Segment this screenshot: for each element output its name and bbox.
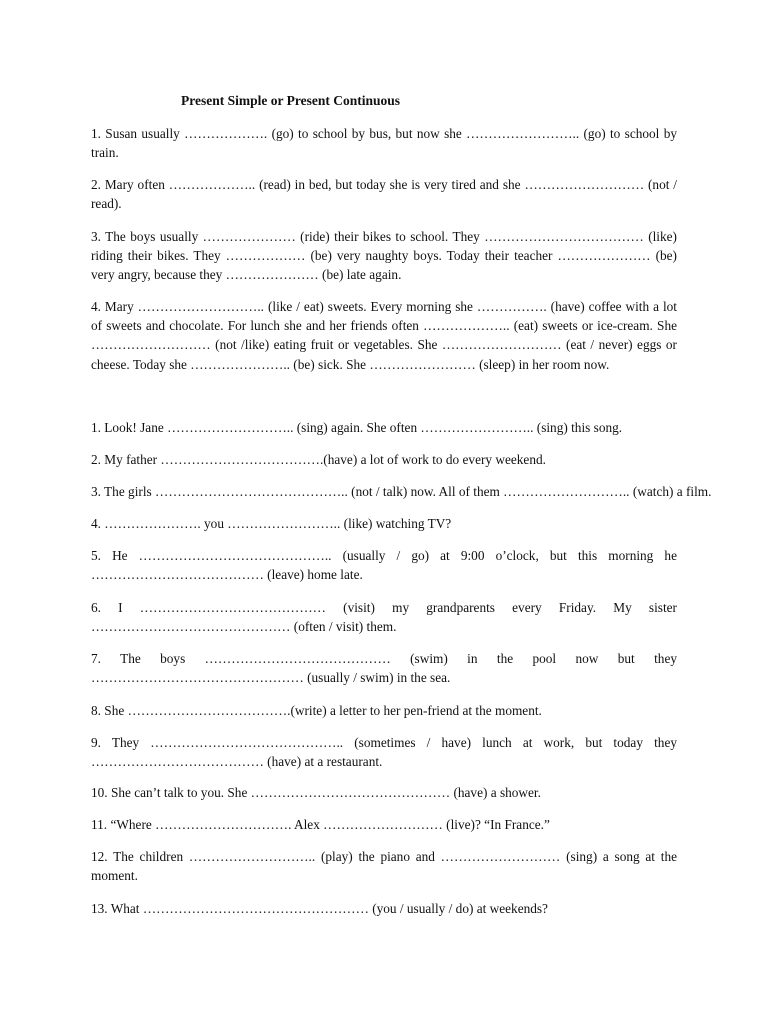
- exercise-2-item-13: 13. What …………………………………………… (you / usually / do) at weekends?: [91, 901, 548, 916]
- exercise-2-item-5: 5. He …………………………………….. (usually / go) at 9:00 o’clock, but this morning he ………………………………… (leave) home late.: [91, 548, 677, 583]
- worksheet-title: Present Simple or Present Continuous: [181, 93, 401, 108]
- exercise-1-item-4: 4. Mary ……………………….. (like / eat) sweets. Every morning she ……………. (have) coffee with a lot of sweets and chocolate. For lunch she and her friends often ……………….. (eat) sweets or ice-cream. She ……………………… (not /like) eating fruit or vegetables. She ……………………… (eat / never) eggs or cheese. Today she ………………….. (be) sick. She …………………… (sleep) in her room now.: [91, 299, 677, 372]
- exercise-2-item-4: 4. …………………. you …………………….. (like) watching TV?: [91, 516, 452, 531]
- exercise-2-item-2: 2. My father ……………………………….(have) a lot of work to do every weekend.: [91, 452, 546, 467]
- exercise-2-item-11: 11. “Where …………………………. Alex ……………………… (live)? “In France.”: [91, 817, 550, 832]
- exercise-1-item-3: 3. The boys usually ………………… (ride) their bikes to school. They ……………………………… (like) riding their bikes. They ……………… (be) very naughty boys. Today their teacher ………………… (be) very angry, because they ………………… (be) late again.: [91, 229, 677, 283]
- exercise-2-item-12: 12. The children ……………………….. (play) the piano and ……………………… (sing) a song at the moment.: [91, 849, 677, 884]
- exercise-1-item-2: 2. Mary often ……………….. (read) in bed, but today she is very tired and she ……………………… (not / read).: [91, 177, 677, 212]
- exercise-2-item-8: 8. She ……………………………….(write) a letter to her pen-friend at the moment.: [91, 703, 542, 718]
- exercise-2-item-3: 3. The girls …………………………………….. (not / talk) now. All of them ……………………….. (watch) a film.: [91, 484, 712, 499]
- exercise-2-item-6: 6. I …………………………………… (visit) my grandparents every Friday. My sister ……………………………………… (often / visit) them.: [91, 600, 677, 635]
- exercise-2-item-10: 10. She can’t talk to you. She ……………………………………… (have) a shower.: [91, 785, 541, 800]
- exercise-1-item-1: 1. Susan usually ………………. (go) to school by bus, but now she …………………….. (go) to school by train.: [91, 126, 677, 161]
- exercise-2-item-9: 9. They …………………………………….. (sometimes / have) lunch at work, but today they ………………………………… (have) at a restaurant.: [91, 735, 677, 770]
- exercise-2-item-1: 1. Look! Jane ……………………….. (sing) again. She often …………………….. (sing) this song.: [91, 420, 623, 435]
- exercise-2-item-7: 7. The boys …………………………………… (swim) in the pool now but they ………………………………………… (usually / swim) in the sea.: [91, 651, 677, 686]
